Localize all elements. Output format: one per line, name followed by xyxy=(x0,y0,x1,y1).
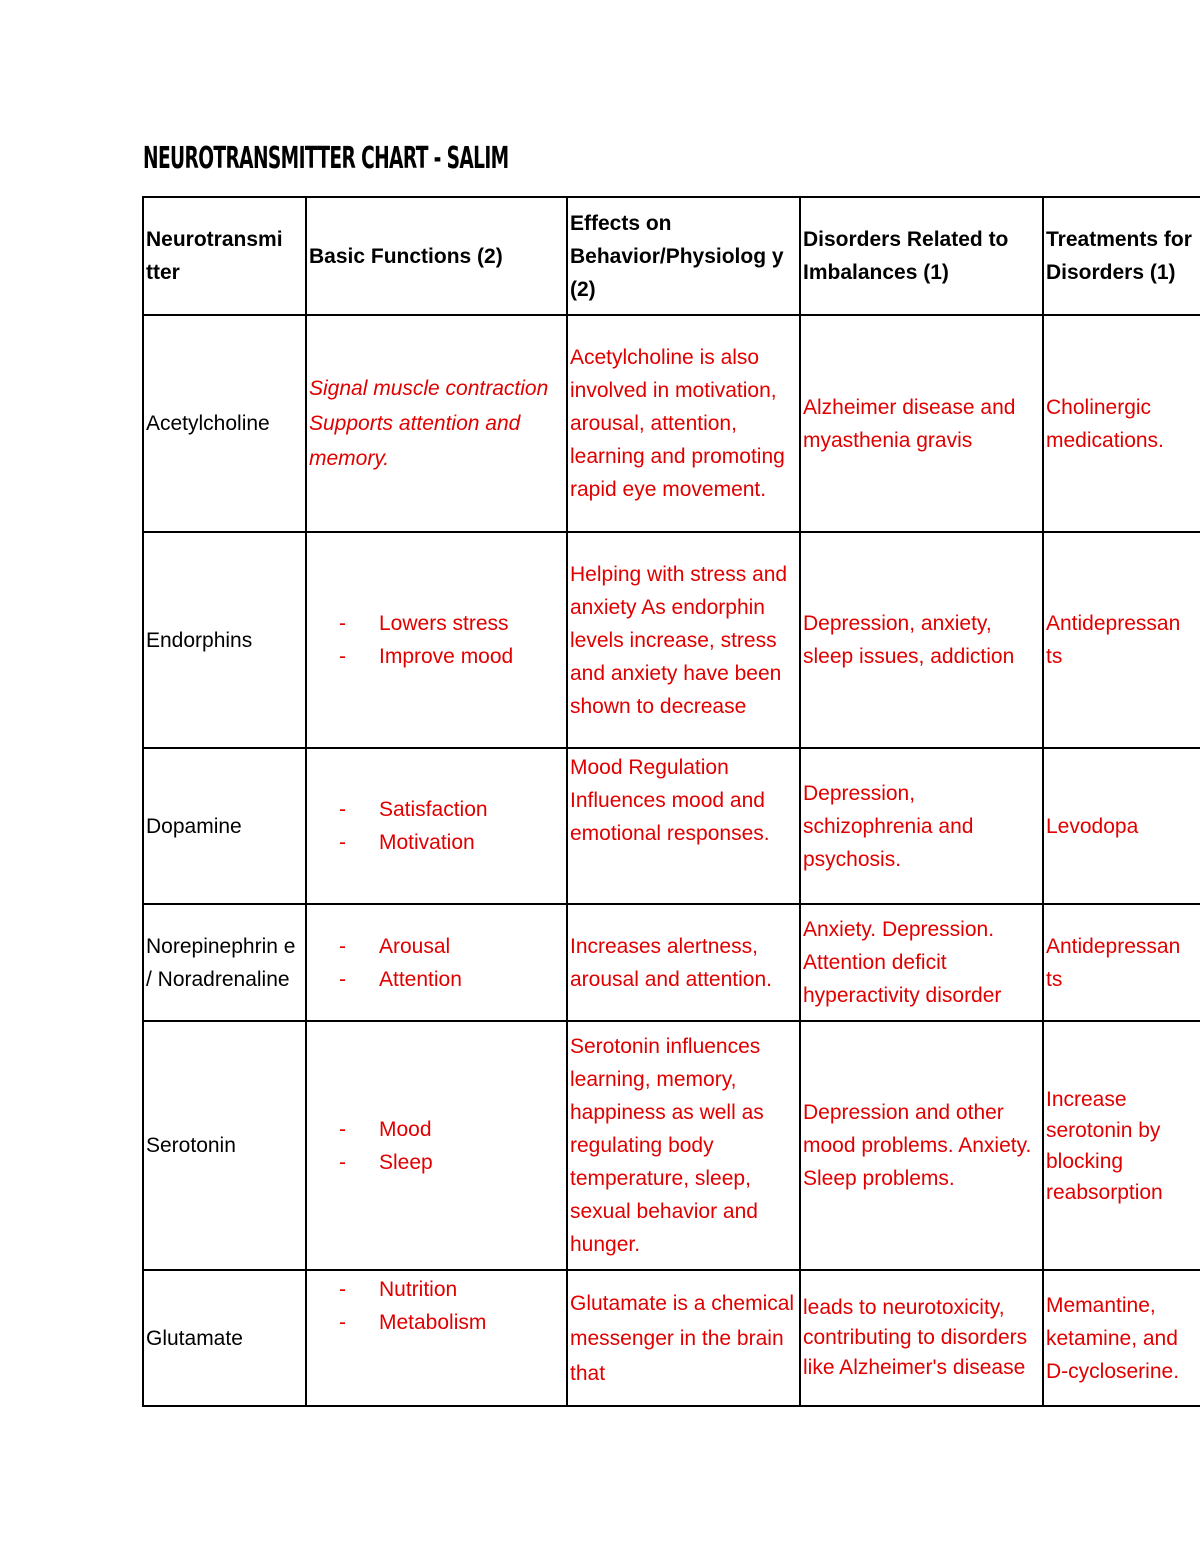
disorders-cell: Depression and other mood problems. Anxiety. Sleep problems. xyxy=(800,1021,1043,1270)
list-item: - Metabolism xyxy=(339,1306,564,1339)
header-neurotransmitter: Neurotransmi tter xyxy=(143,197,306,315)
header-basic-functions: Basic Functions (2) xyxy=(306,197,567,315)
disorders-cell: Depression, anxiety, sleep issues, addiction xyxy=(800,532,1043,748)
basic-functions-cell: Signal muscle contraction Supports attention and memory. xyxy=(306,315,567,532)
basic-functions-cell xyxy=(306,1021,567,1270)
list-item: - Attention xyxy=(339,963,564,996)
effects-cell: Increases alertness, arousal and attention. xyxy=(567,904,800,1021)
disorders-cell: Anxiety. Depression. Attention deficit hyperactivity disorder xyxy=(800,904,1043,1021)
basic-functions-cell xyxy=(306,904,567,1021)
function-list xyxy=(309,607,564,673)
effects-cell: Mood Regulation Influences mood and emotional responses. xyxy=(567,748,800,904)
treatments-cell: Levodopa xyxy=(1043,748,1200,904)
basic-functions-cell xyxy=(306,748,567,904)
neurotransmitter-name: Glutamate xyxy=(143,1270,306,1406)
neurotransmitter-name: Acetylcholine xyxy=(143,315,306,532)
effects-cell: Glutamate is a chemical messenger in the brain that xyxy=(567,1270,800,1406)
list-item: - Sleep xyxy=(339,1146,564,1179)
treatments-cell: Antidepressan ts xyxy=(1043,904,1200,1021)
header-effects: Effects on Behavior/Physiolog y (2) xyxy=(567,197,800,315)
treatments-cell: Antidepressan ts xyxy=(1043,532,1200,748)
function-list xyxy=(309,793,564,859)
neurotransmitter-name: Serotonin xyxy=(143,1021,306,1270)
disorders-cell: Alzheimer disease and myasthenia gravis xyxy=(800,315,1043,532)
effects-cell: Serotonin influences learning, memory, happiness as well as regulating body temperature, sleep, sexual behavior and hunger. xyxy=(567,1021,800,1270)
header-row xyxy=(143,197,1200,315)
treatments-cell: Increase serotonin by blocking reabsorption xyxy=(1043,1021,1200,1270)
neurotransmitter-table xyxy=(142,196,1200,1407)
neurotransmitter-name: Endorphins xyxy=(143,532,306,748)
basic-functions-cell xyxy=(306,532,567,748)
table-row xyxy=(143,904,1200,1021)
table-row xyxy=(143,748,1200,904)
treatments-cell: Cholinergic medications. xyxy=(1043,315,1200,532)
basic-functions-cell xyxy=(306,1270,567,1406)
list-item: - Improve mood xyxy=(339,640,564,673)
table-row xyxy=(143,1270,1200,1406)
function-list xyxy=(309,1113,564,1179)
disorders-cell: leads to neurotoxicity, contributing to disorders like Alzheimer's disease xyxy=(800,1270,1043,1406)
header-disorders: Disorders Related to Imbalances (1) xyxy=(800,197,1043,315)
effects-cell: Acetylcholine is also involved in motivation, arousal, attention, learning and promoting rapid eye movement. xyxy=(567,315,800,532)
list-item: - Satisfaction xyxy=(339,793,564,826)
function-list xyxy=(309,1273,564,1339)
neurotransmitter-name: Norepinephrin e / Noradrenaline xyxy=(143,904,306,1021)
table-row xyxy=(143,532,1200,748)
neurotransmitter-name: Dopamine xyxy=(143,748,306,904)
treatments-cell: Memantine, ketamine, and D-cycloserine. xyxy=(1043,1270,1200,1406)
list-item: - Lowers stress xyxy=(339,607,564,640)
function-list xyxy=(309,930,564,996)
table-row xyxy=(143,1021,1200,1270)
list-item: - Nutrition xyxy=(339,1273,564,1306)
list-item: - Motivation xyxy=(339,826,564,859)
table-row xyxy=(143,315,1200,532)
list-item: - Mood xyxy=(339,1113,564,1146)
disorders-cell: Depression, schizophrenia and psychosis. xyxy=(800,748,1043,904)
header-treatments: Treatments for Disorders (1) xyxy=(1043,197,1200,315)
effects-cell: Helping with stress and anxiety As endorphin levels increase, stress and anxiety have been shown to decrease xyxy=(567,532,800,748)
list-item: - Arousal xyxy=(339,930,564,963)
page-title: NEUROTRANSMITTER CHART - SALIM xyxy=(143,141,509,176)
